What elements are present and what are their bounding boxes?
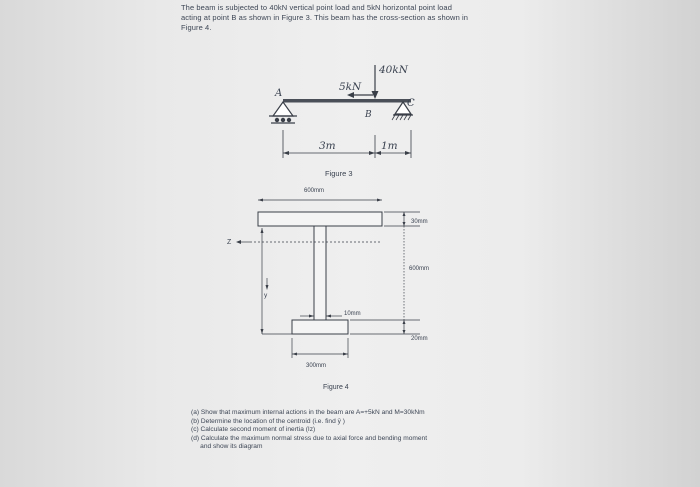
beam (283, 99, 411, 103)
question-item: and show its diagram (191, 443, 263, 451)
horizontal-load-label: 5kN (339, 81, 362, 93)
question-item: (b) Determine the location of the centroid (i.e. find ȳ ) (191, 417, 345, 425)
pin-support-A (273, 102, 293, 116)
top-flange (258, 212, 382, 226)
question-item: (d) Calculate the maximum normal stress due to axial force and bending moment (191, 434, 428, 442)
intro-line: acting at point B as shown in Figure 3. This beam has the cross-section as shown in (181, 13, 469, 22)
figure-4-caption: Figure 4 (323, 384, 349, 391)
point-A-label: A (275, 88, 283, 99)
dimension-AB-label: 3m (319, 140, 336, 152)
question-item: (a) Show that maximum internal actions in the beam are A=+5kN and M=30kNm (191, 409, 425, 416)
web (314, 226, 326, 320)
figure-4-cross-section (200, 180, 460, 395)
roller-wheel (281, 118, 285, 122)
top-width-label: 600mm (304, 188, 325, 194)
point-C-label: C (407, 98, 415, 109)
point-B-label: B (365, 110, 372, 120)
dimension-BC-label: 1m (381, 140, 398, 152)
web-thickness-label: 10mm (344, 311, 361, 317)
section-height-label: 600mm (409, 266, 430, 272)
z-axis-label: Z (227, 239, 232, 246)
problem-statement (181, 3, 521, 33)
roller-wheel (275, 118, 279, 122)
z-axis-arrowhead (236, 240, 241, 244)
y-axis-label: y (264, 292, 268, 299)
top-flange-thickness-label: 30mm (411, 219, 428, 225)
intro-line: The beam is subjected to 40kN vertical point load and 5kN horizontal point load (181, 3, 452, 12)
bottom-width-label: 300mm (306, 363, 327, 369)
bottom-flange (292, 320, 348, 334)
figure-3-beam-diagram (255, 55, 425, 180)
question-item: (c) Calculate second moment of inertia (Iz) (191, 426, 316, 434)
roller-wheel (287, 118, 291, 122)
bottom-flange-thickness-label: 20mm (411, 336, 428, 342)
vertical-load-label: 40kN (379, 64, 408, 76)
figure-3-caption: Figure 3 (325, 169, 353, 178)
intro-line: Figure 4. (181, 23, 212, 32)
question-list (191, 409, 511, 452)
